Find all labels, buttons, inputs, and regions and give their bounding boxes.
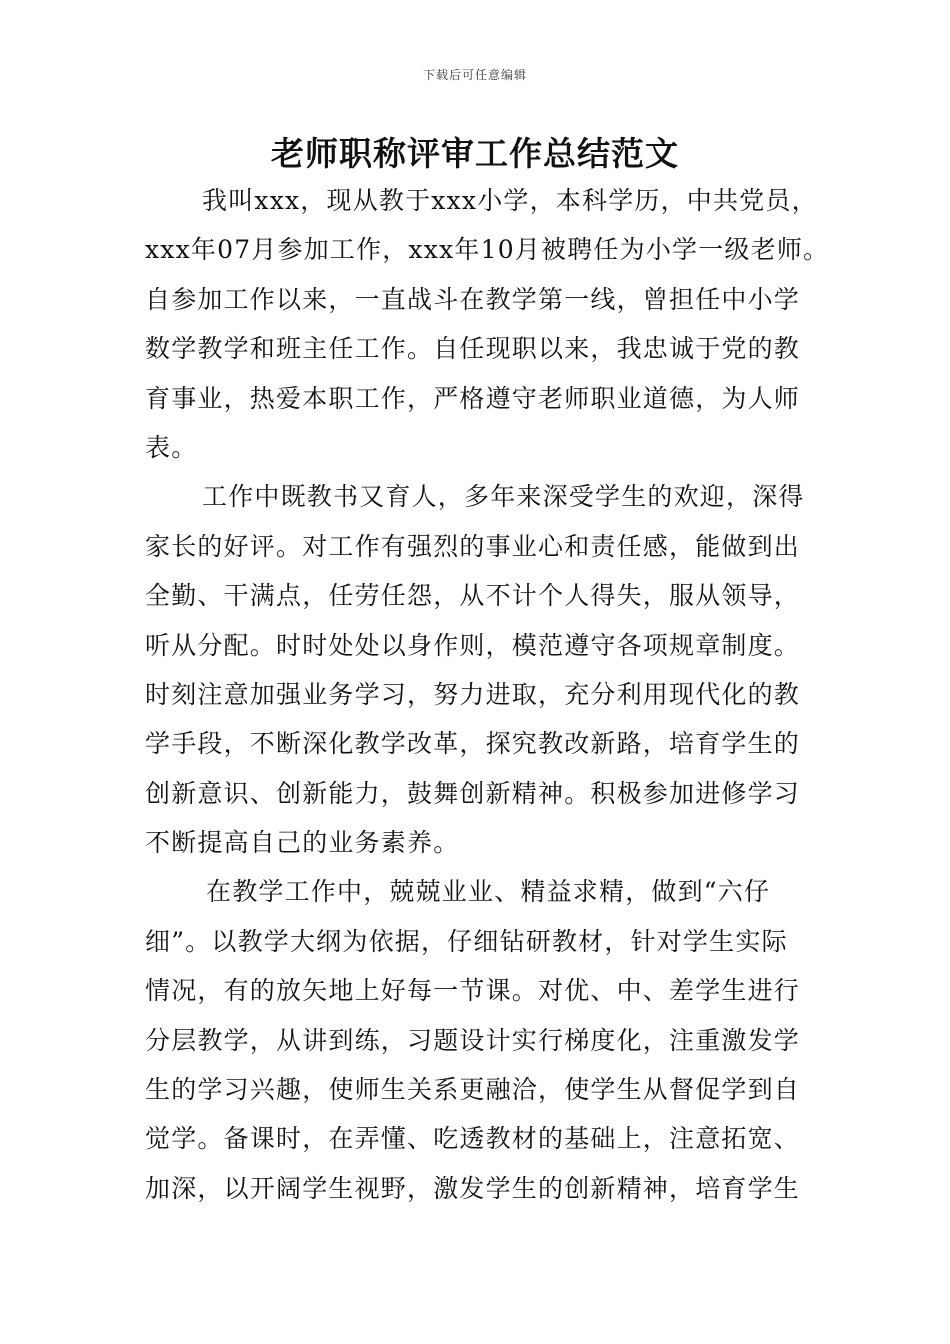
body-line: 数学教学和班主任工作。自任现职以来，我忠诚于党的教 xyxy=(145,334,801,364)
header-note: 下载后可任意编辑 xyxy=(422,68,527,82)
body-line: 细”。以教学大纲为依据，仔细钻研教材，针对学生实际 xyxy=(145,926,788,956)
body-line: xxx年07月参加工作，xxx年10月被聘任为小学一级老师。 xyxy=(145,235,830,265)
body-line: 觉学。备课时，在弄懂、吃透教材的基础上，注意拓宽、 xyxy=(145,1124,801,1154)
document-body xyxy=(145,176,845,1213)
body-line: 育事业，热爱本职工作，严格遵守老师职业道德，为人师 xyxy=(145,383,801,413)
body-line: 我叫xxx，现从教于xxx小学，本科学历，中共党员， xyxy=(202,186,818,215)
body-line: 全勤、干满点，任劳任怨，从不计个人得失，服从领导， xyxy=(145,581,801,611)
body-line: 创新意识、创新能力，鼓舞创新精神。积极参加进修学习 xyxy=(145,778,801,808)
body-line: 加深，以开阔学生视野，激发学生的创新精神，培育学生 xyxy=(145,1173,801,1203)
body-line: 不断提高自己的业务素养。 xyxy=(145,828,460,858)
body-line: 时刻注意加强业务学习，努力进取，充分利用现代化的教 xyxy=(145,679,801,709)
body-line: 自参加工作以来，一直战斗在教学第一线，曾担任中小学 xyxy=(145,284,801,314)
body-line: 家长的好评。对工作有强烈的事业心和责任感，能做到出 xyxy=(145,531,801,561)
body-line: 生的学习兴趣，使师生关系更融洽，使学生从督促学到自 xyxy=(145,1075,801,1105)
body-line: 表。 xyxy=(145,432,198,462)
body-line: 情况，有的放矢地上好每一节课。对优、中、差学生进行 xyxy=(145,976,801,1006)
document-title: 老师职称评审工作总结范文 xyxy=(271,134,679,173)
body-line: 在教学工作中，兢兢业业、精益求精，做到“六仔 xyxy=(206,877,771,907)
body-line: 学手段，不断深化教学改革，探究教改新路，培育学生的 xyxy=(145,729,801,759)
body-line: 听从分配。时时处处以身作则，模范遵守各项规章制度。 xyxy=(145,630,801,660)
body-line: 工作中既教书又育人，多年来深受学生的欢迎，深得 xyxy=(202,482,805,512)
body-line: 分层教学，从讲到练，习题设计实行梯度化，注重激发学 xyxy=(145,1025,801,1055)
